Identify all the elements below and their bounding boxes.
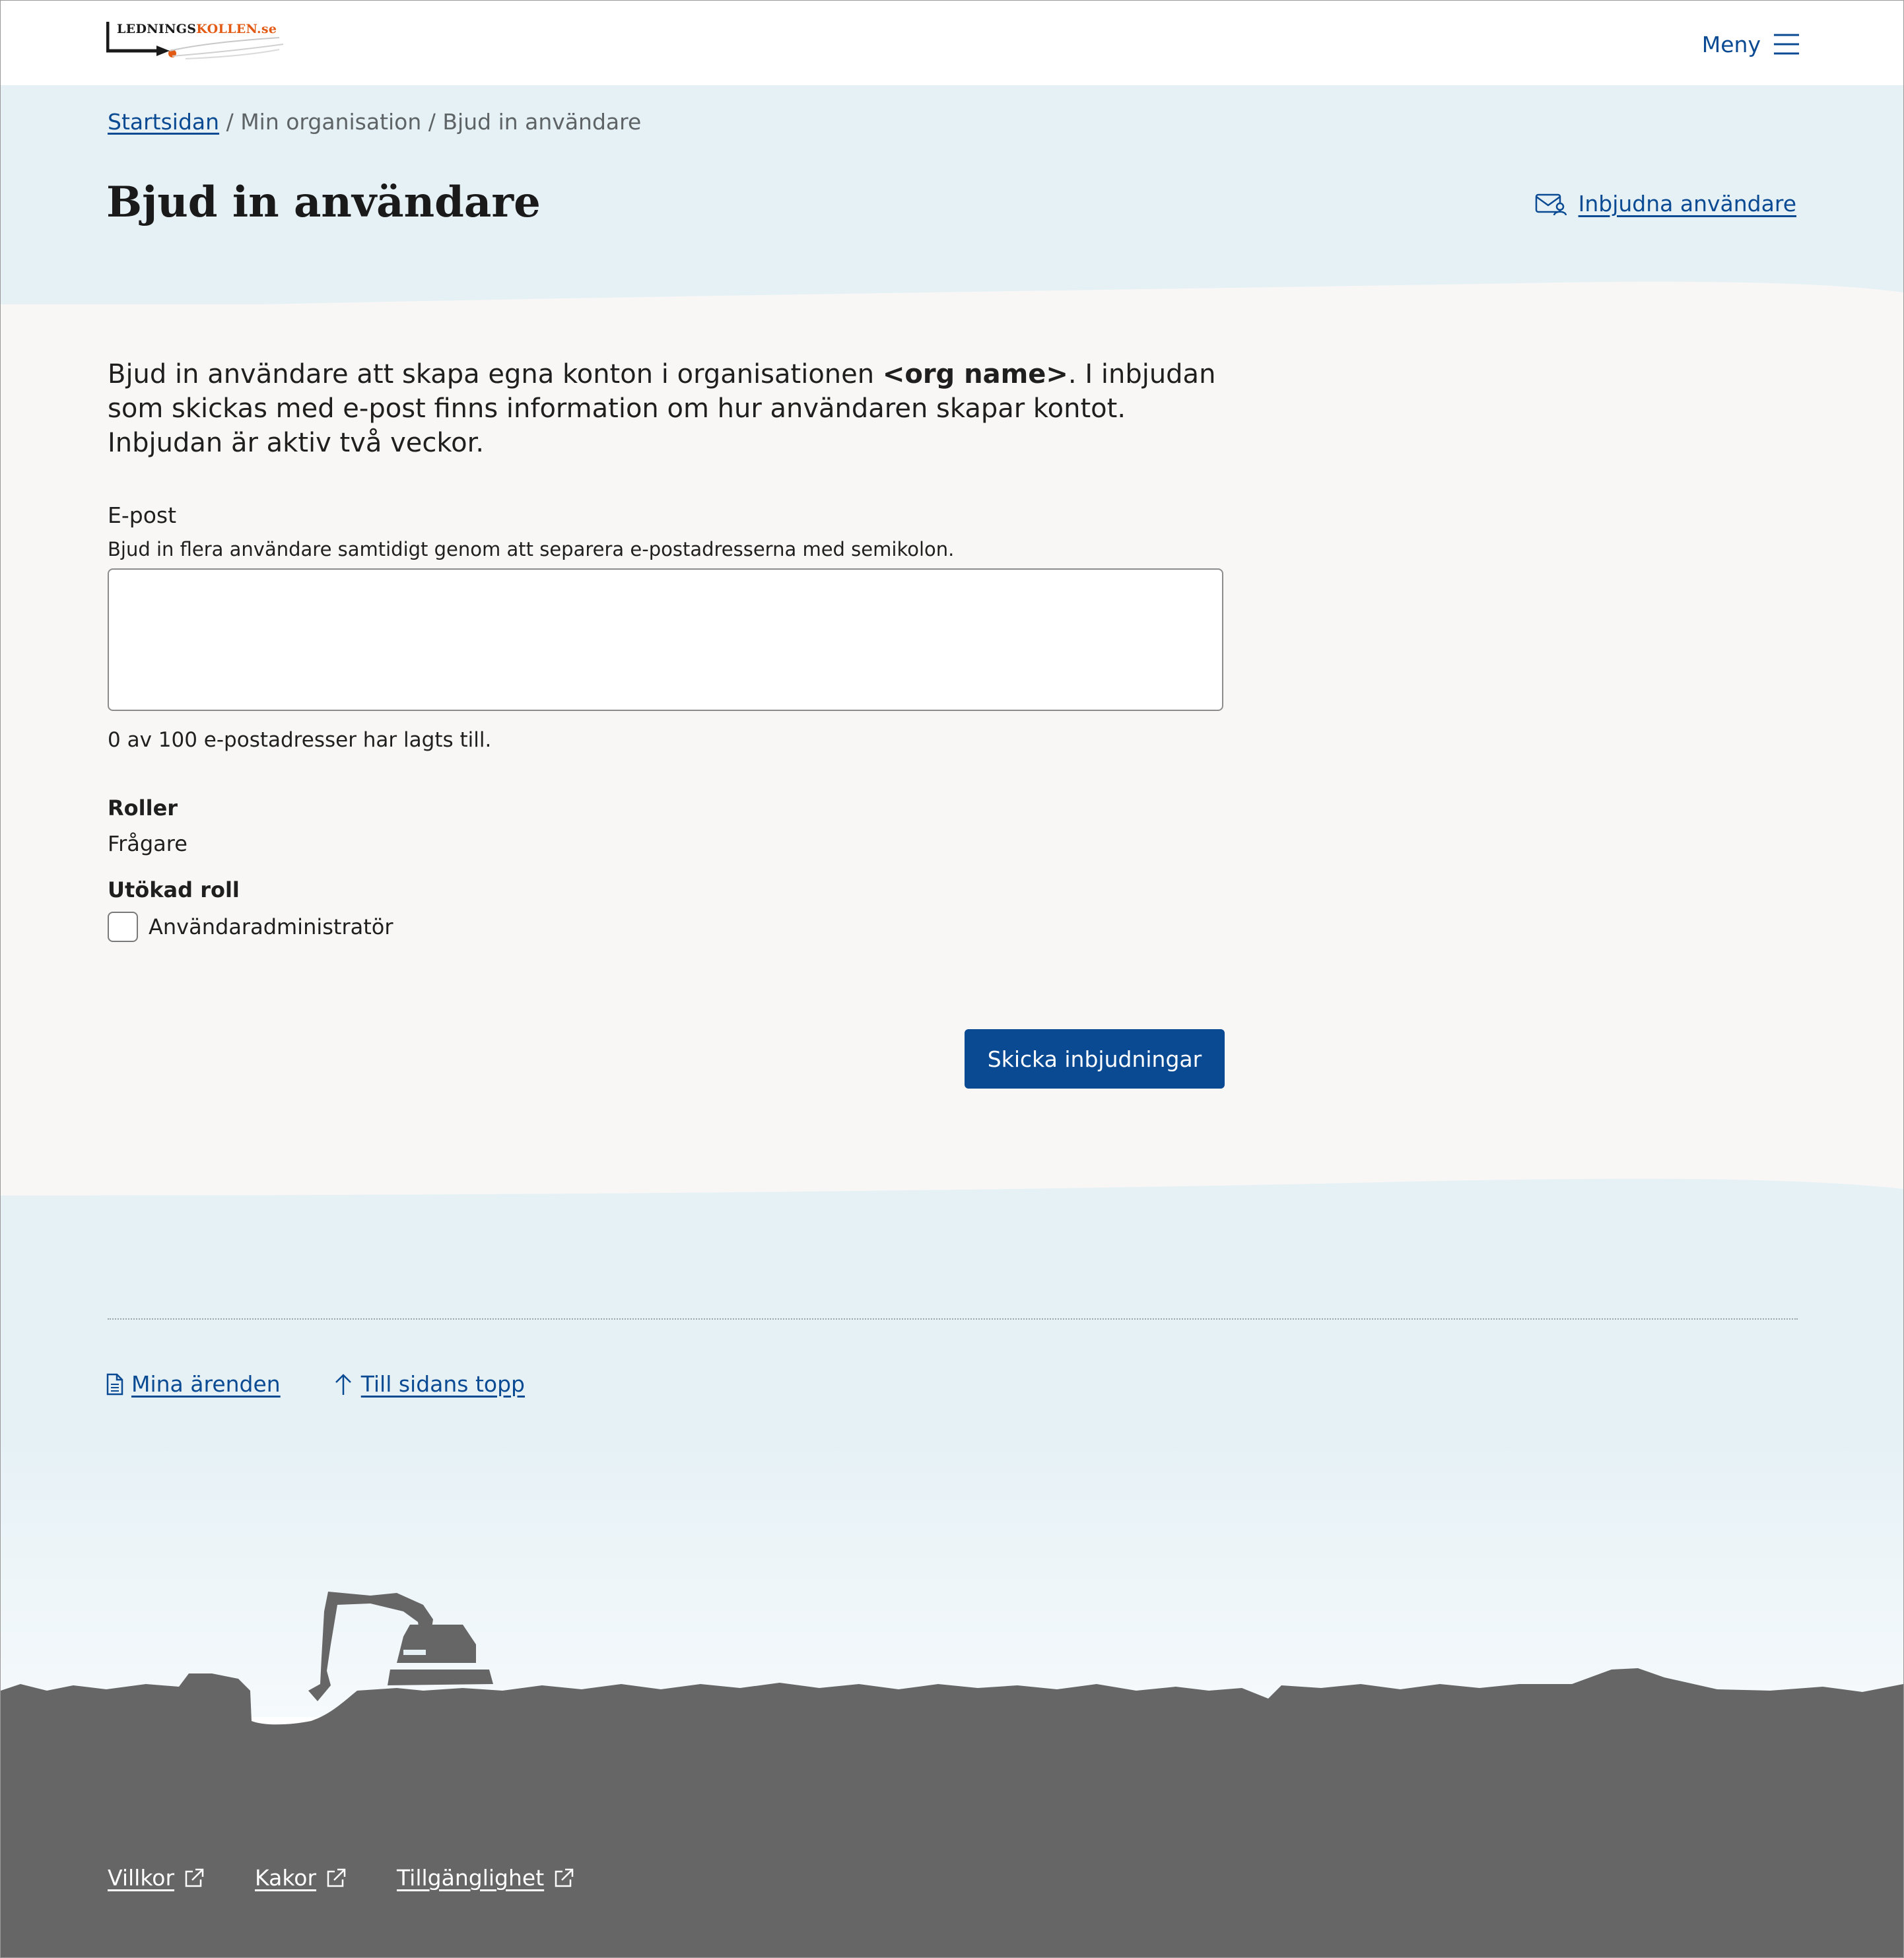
breadcrumb-separator: / (226, 109, 234, 135)
menu-button[interactable] (1702, 26, 1800, 63)
ledningskollen-logo[interactable] (106, 20, 286, 64)
cookies-label: Kakor (255, 1865, 317, 1891)
site-header (1, 1, 1903, 85)
external-link-icon (553, 1868, 574, 1889)
footer-divider (108, 1318, 1798, 1320)
terms-label: Villkor (108, 1865, 175, 1891)
legal-links (108, 1865, 574, 1891)
to-top-label: Till sidans topp (360, 1371, 526, 1397)
to-top-link[interactable] (333, 1371, 525, 1397)
roles-value: Frågare (108, 831, 187, 856)
breadcrumb (108, 109, 641, 135)
breadcrumb-home-link[interactable]: Startsidan (108, 109, 220, 135)
invited-users-link[interactable] (1535, 191, 1796, 217)
footer-links (106, 1371, 525, 1397)
legal-link-accessibility[interactable] (397, 1865, 574, 1891)
breadcrumb-separator: / (428, 109, 436, 135)
accessibility-label: Tillgänglighet (397, 1865, 545, 1891)
main-content (1, 304, 1903, 1202)
email-textarea[interactable] (108, 568, 1223, 711)
email-hint: Bjud in flera användare samtidigt genom att separera e-postadresserna med semikolon. (108, 538, 955, 560)
page-title: Bjud in användare (106, 178, 541, 227)
send-invitations-button[interactable]: Skicka inbjudningar (965, 1029, 1225, 1089)
invited-users-label: Inbjudna användare (1578, 191, 1796, 217)
user-admin-label: Användaradministratör (149, 914, 393, 939)
hamburger-icon (1773, 33, 1800, 55)
breadcrumb-middle: Min organisation (240, 109, 422, 135)
footer-wave (1, 1169, 1903, 1209)
extended-role-heading: Utökad roll (108, 877, 240, 902)
hero-wave (1, 278, 1903, 331)
legal-link-cookies[interactable] (255, 1865, 347, 1891)
legal-link-terms[interactable] (108, 1865, 205, 1891)
email-label: E-post (108, 502, 177, 528)
breadcrumb-current: Bjud in användare (442, 109, 642, 135)
email-counter: 0 av 100 e-postadresser har lagts till. (108, 728, 492, 752)
arrow-up-icon (333, 1372, 353, 1396)
mail-user-icon (1535, 192, 1567, 216)
logo-wordmark: LEDNINGSKOLLEN.se (117, 22, 277, 36)
my-cases-label: Mina ärenden (131, 1371, 281, 1397)
roles-heading: Roller (108, 795, 178, 821)
menu-label: Meny (1701, 31, 1761, 57)
document-icon (106, 1373, 123, 1396)
external-link-icon (325, 1868, 347, 1889)
ground-silhouette (1, 1585, 1903, 1958)
user-admin-option[interactable] (108, 912, 393, 942)
org-name: <org name> (882, 359, 1068, 389)
my-cases-link[interactable] (106, 1371, 281, 1397)
intro-text: Bjud in användare att skapa egna konton i organisationen <org name>. I inbjudan som skickas med e-post finns information om hur användaren skapar kontot. Inbjudan är aktiv två veckor. (108, 359, 1216, 458)
external-link-icon (184, 1868, 205, 1889)
user-admin-checkbox[interactable] (108, 912, 138, 942)
